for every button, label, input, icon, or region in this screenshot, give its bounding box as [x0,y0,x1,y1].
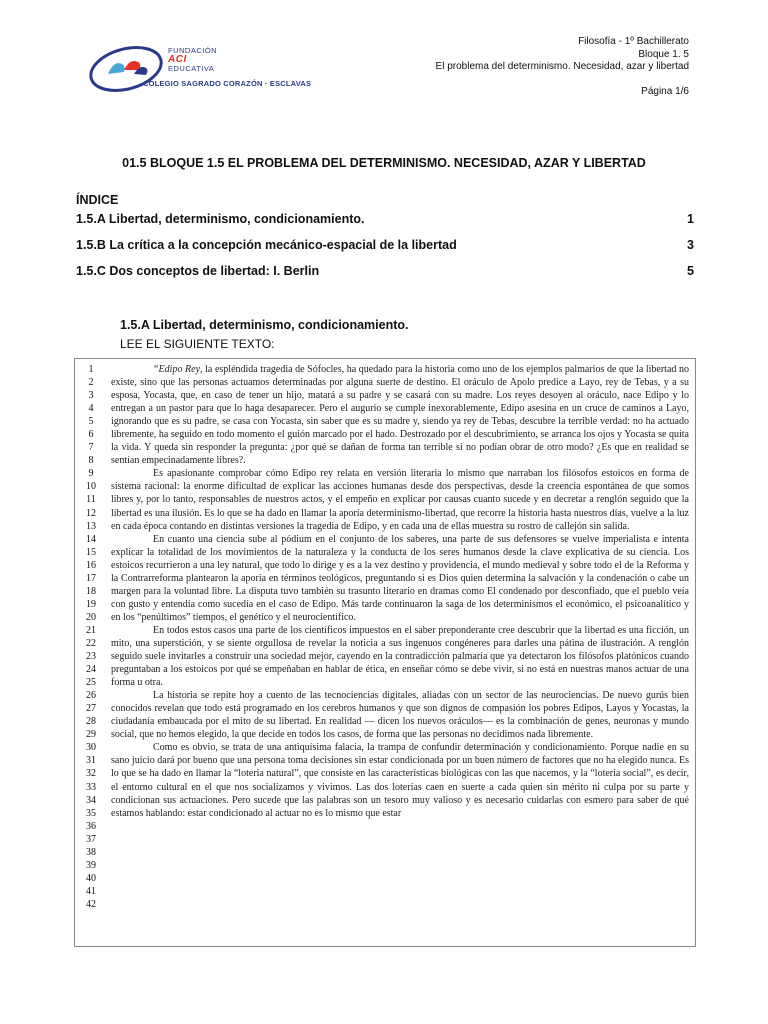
toc-entry[interactable] [76,212,694,226]
line-number: 19 [86,598,96,610]
line-number: 6 [88,429,94,441]
paragraph: “Edipo Rey, la espléndida tragedia de Sófocles, ha quedado para la historia como uno de los ejemplos palmarios de que la libertad no existe, sino que las personas actuamos determinadas por alguna suerte de destino. El oráculo de Apolo predice a Layo, rey de Tebas, y a su esposa, Yocasta, que, en caso de tener un hijo, matará a su padre y se casará con su madre. Los reyes desoyen al oráculo, nace Edipo y lo entregan a un pastor para que lo haga desaparecer. Pero el augurio se cumple inexorablemente, Edipo asesina en un cruce de caminos a Layo, ignorando que es su padre, se casa con Yocasta, sin saber que es su madre y, siendo ya rey de Tebas, descubre la terrible verdad: no ha actuado libremente, ha seguido en todo momento el guión marcado por el hado. Destrozado por el descubrimiento, se arranca los ojos y Yocasta se quita la vida. Y queda sin responder la pregunta: ¿por qué se dañan de forma tan terrible si no podían obrar de otro modo? ¿Es que en realidad se sentían empecinadamente libres?. [111,364,690,467]
text-box [74,358,696,947]
line-number: 17 [86,572,96,584]
logo-school-name: COLEGIO SAGRADO CORAZÓN · ESCLAVAS [143,79,312,88]
instruction-text: LEE EL SIGUIENTE TEXTO: [120,337,275,351]
line-number: 20 [86,611,96,623]
line-number: 41 [86,885,96,897]
toc-page: 1 [687,212,694,226]
line-number: 30 [86,742,96,754]
line-number: 40 [86,872,96,884]
line-number: 1 [88,364,94,375]
line-number: 9 [88,468,94,480]
line-number: 38 [86,846,96,858]
paragraph: En cuanto una ciencia sube al pódium en el conjunto de los saberes, una parte de sus defensores se vuelve imperialista e intenta explicar la totalidad de los movimientos de la naturaleza y la conducta de los seres humanos desde la clave explicativa de su ciencia. Los estoicos recurrieron a una ley natural, que todo lo dirige y es a la vez destino y providencia, el mundo medieval y sobre todo el de la Reforma y la Contrarreforma plantearon la aporía en términos teológicos, preguntando si es Dios quien determina la salvación y la condenación o cabe un margen para la voluntad libre. La disputa tuvo también su trasunto literario en dramas como El condenado por desconfiado, que el pueblo veía con gusto y entendía como sucedía en el caso de Edipo. Más tarde continuaron la saga de los determinismos el económico, el psicoanalítico y en los “penúltimos” tiempos, el genético y el neurocientífico. [111,533,689,623]
line-number: 2 [88,377,94,389]
line-number: 8 [88,455,94,467]
line-number: 34 [86,794,96,806]
line-number: 13 [86,520,96,532]
line-number: 18 [86,585,96,597]
toc-entry[interactable] [76,264,694,278]
line-number: 35 [86,807,96,819]
line-number: 21 [86,624,96,636]
line-number: 33 [86,781,96,793]
line-number: 22 [86,637,96,649]
line-number: 10 [86,481,96,493]
paragraph: Como es obvio, se trata de una antiquísima falacia, la trampa de confundir determinación y condicionamiento. Porque nadie en su sano juicio dará por bueno que una persona toma decisiones sin estar condicionada por un buen número de factores que no ha elegido nunca. Es lo que se ha dado en llamar la “lotería natural”, que consiste en las características biológicas con las que nacemos, y la “lotería social”, es decir, el entorno cultural en el que nos socializamos y vivimos. Las dos loterías caen en suerte a cada quien sin mérito ni culpa por su parte y condicionan sus actuaciones. Pero sucede que las palabras son un tesoro muy valioso y es necesario cuidarlas con esmero para saber de qué estamos hablando: estar condicionado al actuar no es lo mismo que estar [111,742,689,819]
line-number: 3 [88,390,94,402]
line-number: 32 [86,768,96,780]
line-number: 4 [88,403,94,415]
toc-page: 5 [687,264,694,278]
page-header [436,36,689,98]
line-number: 15 [86,546,96,558]
page-number: Página 1/6 [641,85,689,97]
line-number: 16 [86,559,96,571]
header-block: Bloque 1. 5 [638,48,689,60]
line-number: 37 [86,833,96,845]
toc-label: 1.5.A Libertad, determinismo, condicionamiento. [76,212,365,226]
line-number: 12 [86,507,96,519]
line-number: 25 [86,677,96,689]
line-number: 24 [86,664,96,676]
toc-label: 1.5.C Dos conceptos de libertad: I. Berlin [76,264,320,278]
line-number: 39 [86,859,96,871]
line-number: 5 [88,416,94,428]
toc-page: 3 [687,238,694,252]
paragraph: La historia se repite hoy a cuento de las tecnociencias digitales, aliadas con un sector de las neurociencias. De nuevo gurús bien conocidos revelan que todo está programado en los cerebros humanos y que son dignos de compasión los pobres Edipos, Layos y Yocastas, la ciudadanía embaucada por el mito de su libertad. En realidad — dicen los nuevos oráculos— es la combinación de genes, neuronas y mundo social, que no hemos elegido, la que decide en todos los casos, de forma que las personas no decidimos nada libremente. [111,690,689,741]
line-number: 36 [86,820,96,832]
line-number: 14 [86,533,96,545]
logo-text: FUNDACIÓN ACI EDUCATIVA [168,46,218,73]
section-heading: 1.5.A Libertad, determinismo, condicionamiento. [120,318,409,332]
line-numbers [81,363,101,911]
toc-entry[interactable] [76,238,694,252]
header-topic: El problema del determinismo. Necesidad, azar y libertad [435,61,689,72]
line-number: 26 [86,690,96,702]
line-number: 29 [86,729,96,741]
line-number: 27 [86,703,96,715]
hand-icon [108,63,125,74]
title-italic: “Edipo Rey [153,364,201,375]
line-number: 28 [86,716,96,728]
paragraph: En todos estos casos una parte de los científicos impuestos en el saber preponderante cree descubrir que la libertad es una ficción, un mito, una superstición, y se siente orgullosa de revelar la noticia a sus ingenuos congéneres para darles una pátina de ilustración. A renglón seguido suele invitarles a construir una sociedad mejor, cayendo en la contradicción palmaria que ya detectaron los filósofos platónicos cuando preguntaban a los estoicos por qué se empeñaban en hablar de ética, en enseñar cómo se debe vivir, si no está en nuestras manos actuar de una forma u otra. [111,624,689,689]
line-number: 42 [86,898,96,910]
header-course: Filosofía - 1º Bachillerato [578,36,689,47]
index-heading: ÍNDICE [76,193,119,207]
line-number: 7 [88,442,94,454]
text-body [111,363,689,820]
line-number: 23 [86,651,96,663]
line-number: 11 [86,494,96,506]
document-title: 01.5 BLOQUE 1.5 EL PROBLEMA DEL DETERMINISMO. NECESIDAD, AZAR Y LIBERTAD [122,156,646,170]
line-number: 31 [86,755,96,767]
toc-label: 1.5.B La crítica a la concepción mecánico-espacial de la libertad [76,238,457,252]
paragraph: Es apasionante comprobar cómo Edipo rey relata en versión literaria lo mismo que narraban los filósofos estoicos en forma de sistema racional: la enorme dificultad de explicar las acciones humanas desde dos perspectivas, desde la creencia espontánea de que somos libres y, por lo tanto, responsables de nuestros actos, y el empeño en explicar por causas cuanto sucede y en decretar a renglón seguido que la libertad es una ilusión. Es lo que se ha dado en llamar la aporía determinismo-libertad, que recorre la historia hasta nuestros días, vuelve a la luz en cada época contando en distintas versiones la tragedia de Edipo, y en cada una de ellas muestra su rostro de callejón sin salida. [111,468,689,532]
